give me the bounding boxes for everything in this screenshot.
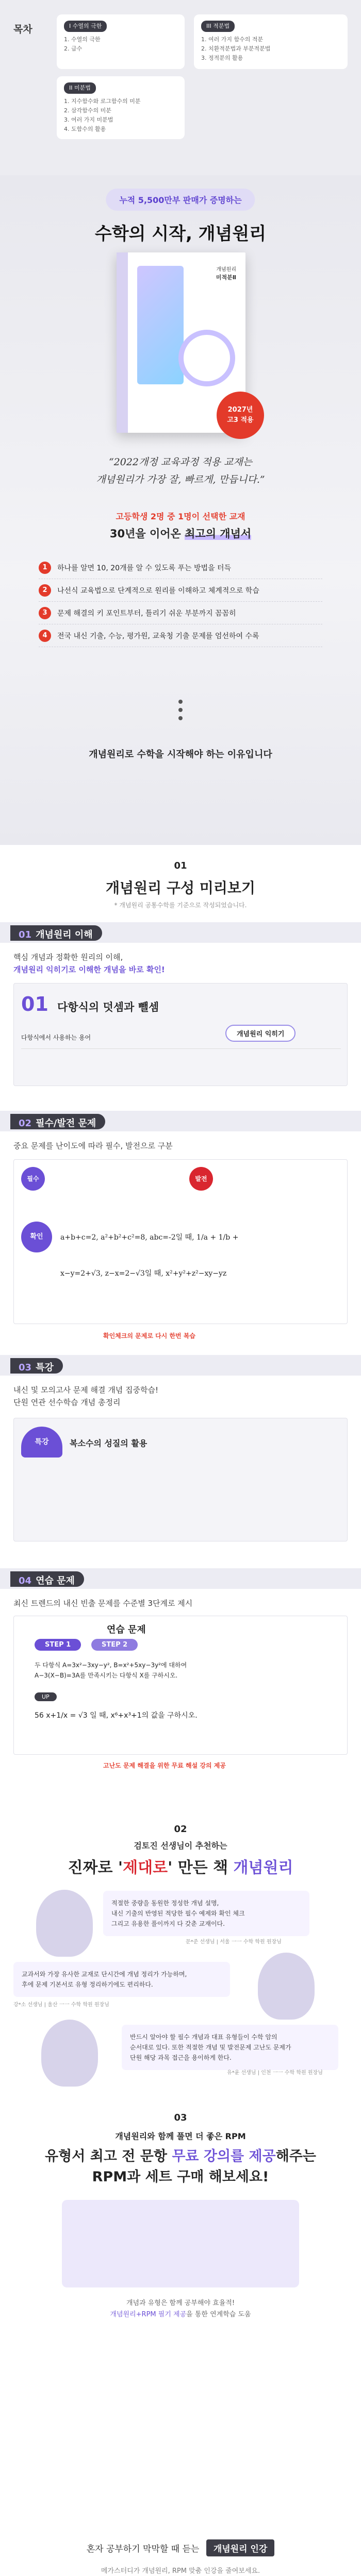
mock-page-problems	[13, 1159, 348, 1324]
toc-item: 1. 여러 가지 함수의 적분	[201, 36, 264, 43]
hero-sub1: 고등학생 2명 중 1명이 선택한 교재	[116, 512, 245, 521]
hero-sub2	[0, 526, 361, 541]
section-number: 02	[174, 1824, 187, 1835]
part-callout: 고난도 문제 해결을 위한 무료 해설 강의 제공	[103, 1762, 226, 1769]
toc-item: 4. 도함수의 활용	[64, 126, 106, 132]
part-desc: 핵심 개념과 정확한 원리의 이해, 개념원리 익히기로 이해한 개념을 바로 확인!	[13, 953, 165, 974]
hero-section	[0, 175, 361, 845]
quote-line: 개념원리가 가장 잘, 빠르게, 만듭니다.”	[96, 474, 265, 485]
part-header-01: 01 개념원리 이해	[0, 922, 361, 943]
hero-badge: 누적 5,500만부 판매가 증명하는	[106, 189, 255, 211]
part-callout: 확인체크의 문제로 다시 한번 복습	[103, 1332, 196, 1340]
toc-item: 3. 여러 가지 미분법	[64, 116, 113, 123]
hero-quote	[0, 453, 361, 488]
step2-badge: STEP 2	[91, 1639, 138, 1651]
toc-card-3	[194, 14, 348, 69]
teacher-avatar	[36, 1890, 93, 1957]
ending-section	[0, 2527, 361, 2576]
preview-title: 개념원리 구성 미리보기	[106, 879, 255, 896]
year-badge-line: 2027년	[227, 406, 253, 414]
part-desc: 최신 트렌드의 내신 빈출 문제를 수준별 3단계로 제시	[13, 1599, 193, 1608]
feature-point: 3 문제 해결의 키 포인트부터, 틀리기 쉬운 부분까지 꼼꼼히	[39, 602, 322, 624]
preview-section	[0, 845, 361, 2527]
hero-ending: 개념원리로 수학을 시작해야 하는 이유입니다	[89, 749, 272, 760]
toc-badge: III 적분법	[201, 21, 235, 32]
rpm-image	[62, 2200, 299, 2287]
check-badge: 확인	[21, 1222, 52, 1252]
toc-title: 목차	[13, 24, 32, 35]
sub2-em: 최고의 개념서	[185, 528, 252, 540]
part-name: 특강	[36, 1362, 54, 1373]
part-header-02: 02 필수/발전 문제	[0, 1111, 361, 1131]
section-number: 03	[174, 2112, 187, 2123]
year-badge	[217, 392, 264, 439]
recommend-title2: 진짜로 '제대로' 만든 책 개념원리	[68, 1859, 293, 1877]
toc-item: 2. 치환적분법과 부분적분법	[201, 45, 271, 52]
section-number: 01	[174, 860, 187, 871]
feature-text: 문제 해결의 키 포인트부터, 틀리기 쉬운 부분까지 꼼꼼히	[57, 609, 236, 618]
mock-subtitle: 다항식에서 사용하는 용어	[21, 1034, 91, 1041]
rpm-title: 개념원리와 함께 풀면 더 좋은 RPM	[115, 2131, 246, 2141]
feature-text: 전국 내신 기출, 수능, 평가원, 교육청 기출 문제를 엄선하여 수록	[57, 632, 259, 640]
toc-card-1	[57, 14, 185, 69]
tag-required: 필수	[21, 1167, 45, 1191]
part-name: 연습 문제	[36, 1575, 75, 1586]
mock-title: 다항식의 덧셈과 뺄셈	[57, 1001, 159, 1013]
mock-equation: a+b+c=2, a²+b²+c²=8, abc=-2일 때, 1/a + 1/b +	[60, 1233, 239, 1242]
rpm-foot: 개념과 유형은 함께 공부해야 효율적! 개념원리+RPM 필기 제공을 통한 연계학습 도움	[110, 2299, 251, 2318]
toc-item: 3. 정적분의 활용	[201, 55, 243, 61]
toc-item: 1. 지수함수와 로그함수의 미분	[64, 98, 141, 105]
mock-page-concept: 01 다항식의 덧셈과 뺄셈 다항식에서 사용하는 용어 개념원리 익히기	[13, 983, 348, 1086]
recommend-card: 반드시 알아야 할 필수 개념과 대표 유형들이 수학 암의 순서대로 있다. 또한 적절한 개념 및 발전문제 고난도 문제가 단원 해당 과목 접근을 용이하게 한다.	[122, 2025, 338, 2070]
mock-title: 연습 문제	[107, 1624, 146, 1635]
part-desc: 내신 및 모의고사 문제 해결 개념 집중학습! 단원 연관 선수학습 개념 총정리	[13, 1385, 158, 1407]
quote-line: “2022개정 교육과정 적용 교재는	[108, 456, 253, 468]
part-header-04: 04 연습 문제	[0, 1568, 361, 1589]
mock-page-exercises	[13, 1616, 348, 1755]
toc-item: 2. 급수	[64, 45, 83, 52]
recommend-card: 적절한 중량을 동원한 정성한 개념 설명, 내신 기출의 반영된 적당한 필수 예제와 확인 체크 그리고 유용한 풀이까지 다 갖춘 교재이다.	[103, 1891, 309, 1936]
part-desc: 중요 문제를 난이도에 따라 필수, 발전으로 구분	[13, 1141, 173, 1150]
mock-tag: 개념원리 익히기	[225, 1025, 296, 1042]
ending-sub: 메가스터디가 개념원리, RPM 맞춤 인강을 줄여보세요.	[101, 2567, 260, 2575]
toc-section	[0, 0, 361, 175]
year-badge-line: 고3 적용	[227, 416, 254, 424]
mock-question: A−3(X−B)=3A를 만족시키는 다항식 X를 구하시오.	[35, 1672, 178, 1679]
feature-point: 1 하나를 알면 10, 20개를 알 수 있도록 푸는 방법을 터득	[39, 556, 322, 579]
recommend-sign: 강*소 선생님 | 울산 一一 수학 학원 원장님	[13, 2002, 109, 2008]
recommend-sign: 유*윤 선생님 | 인천 一一 수학 학원 원장님	[227, 2070, 323, 2076]
toc-item: 1. 수열의 극한	[64, 36, 101, 43]
special-badge: 특강	[21, 1427, 62, 1458]
lecture-tag[interactable]: 개념원리 인강	[206, 2539, 274, 2556]
toc-card-2	[57, 76, 185, 139]
toc-badge: I 수열의 극한	[64, 21, 107, 32]
rpm-big-1: 유형서 최고 전 문항 무료 강의를 제공해주는	[45, 2148, 316, 2164]
tag-advanced: 발전	[189, 1167, 213, 1191]
book-label: 미적분Ⅱ	[216, 274, 236, 281]
book-brand: 개념원리	[216, 267, 236, 273]
teacher-avatar	[41, 2020, 98, 2087]
part-name: 필수/발전 문제	[36, 1118, 96, 1129]
feature-points	[39, 556, 322, 647]
feature-text: 나선식 교육법으로 단계적으로 원리를 이해하고 체계적으로 학습	[57, 586, 259, 595]
sub2-pre: 30년을 이어온	[109, 528, 185, 540]
ending-line: 혼자 공부하기 막막할 때 듣는 개념원리 인강	[0, 2539, 361, 2556]
toc-badge: II 미분법	[64, 82, 96, 94]
recommend-card: 교과서와 가장 유사한 교재로 단시간에 개념 정리가 가능하며, 후에 문제 기본서로 유형 정리하기에도 편리하다.	[13, 1962, 230, 1997]
ellipsis-dots	[178, 696, 183, 724]
step1-badge: STEP 1	[35, 1639, 81, 1651]
mock-equation: x−y=2+√3, z−x=2−√3일 때, x²+y²+z²−xy−yz	[60, 1269, 227, 1278]
part-header-03: 03 특강	[0, 1355, 361, 1376]
mock-subtitle: 복소수의 성질의 활용	[70, 1438, 147, 1448]
teacher-avatar	[258, 1953, 315, 2020]
mock-question: 두 다항식 A=3x²−3xy−y², B=x²+5xy−3y²에 대하여	[35, 1662, 187, 1669]
feature-point: 4 전국 내신 기출, 수능, 평가원, 교육청 기출 문제를 엄선하여 수록	[39, 624, 322, 647]
feature-point: 2 나선식 교육법으로 단계적으로 원리를 이해하고 체계적으로 학습	[39, 579, 322, 602]
toc-item: 2. 삼각함수의 미분	[64, 107, 111, 114]
rpm-big-2: RPM과 세트 구매 해보세요!	[92, 2169, 269, 2185]
feature-text: 하나를 알면 10, 20개를 알 수 있도록 푸는 방법을 터득	[57, 564, 232, 572]
preview-note: * 개념원리 공통수학를 기준으로 작성되었습니다.	[114, 902, 247, 909]
mock-page-special	[13, 1418, 348, 1541]
mock-question: 56 x+1/x = √3 일 때, x⁶+x³+1의 값을 구하시오.	[35, 1711, 198, 1720]
hero-title: 수학의 시작, 개념원리	[94, 224, 267, 244]
part-name: 개념원리 이해	[36, 929, 93, 940]
recommend-title1: 검토진 선생님이 추천하는	[134, 1841, 227, 1851]
levelup-badge: UP	[35, 1692, 57, 1701]
recommend-sign: 문*준 선생님 | 서울 一一 수학 학원 원장님	[186, 1939, 282, 1945]
